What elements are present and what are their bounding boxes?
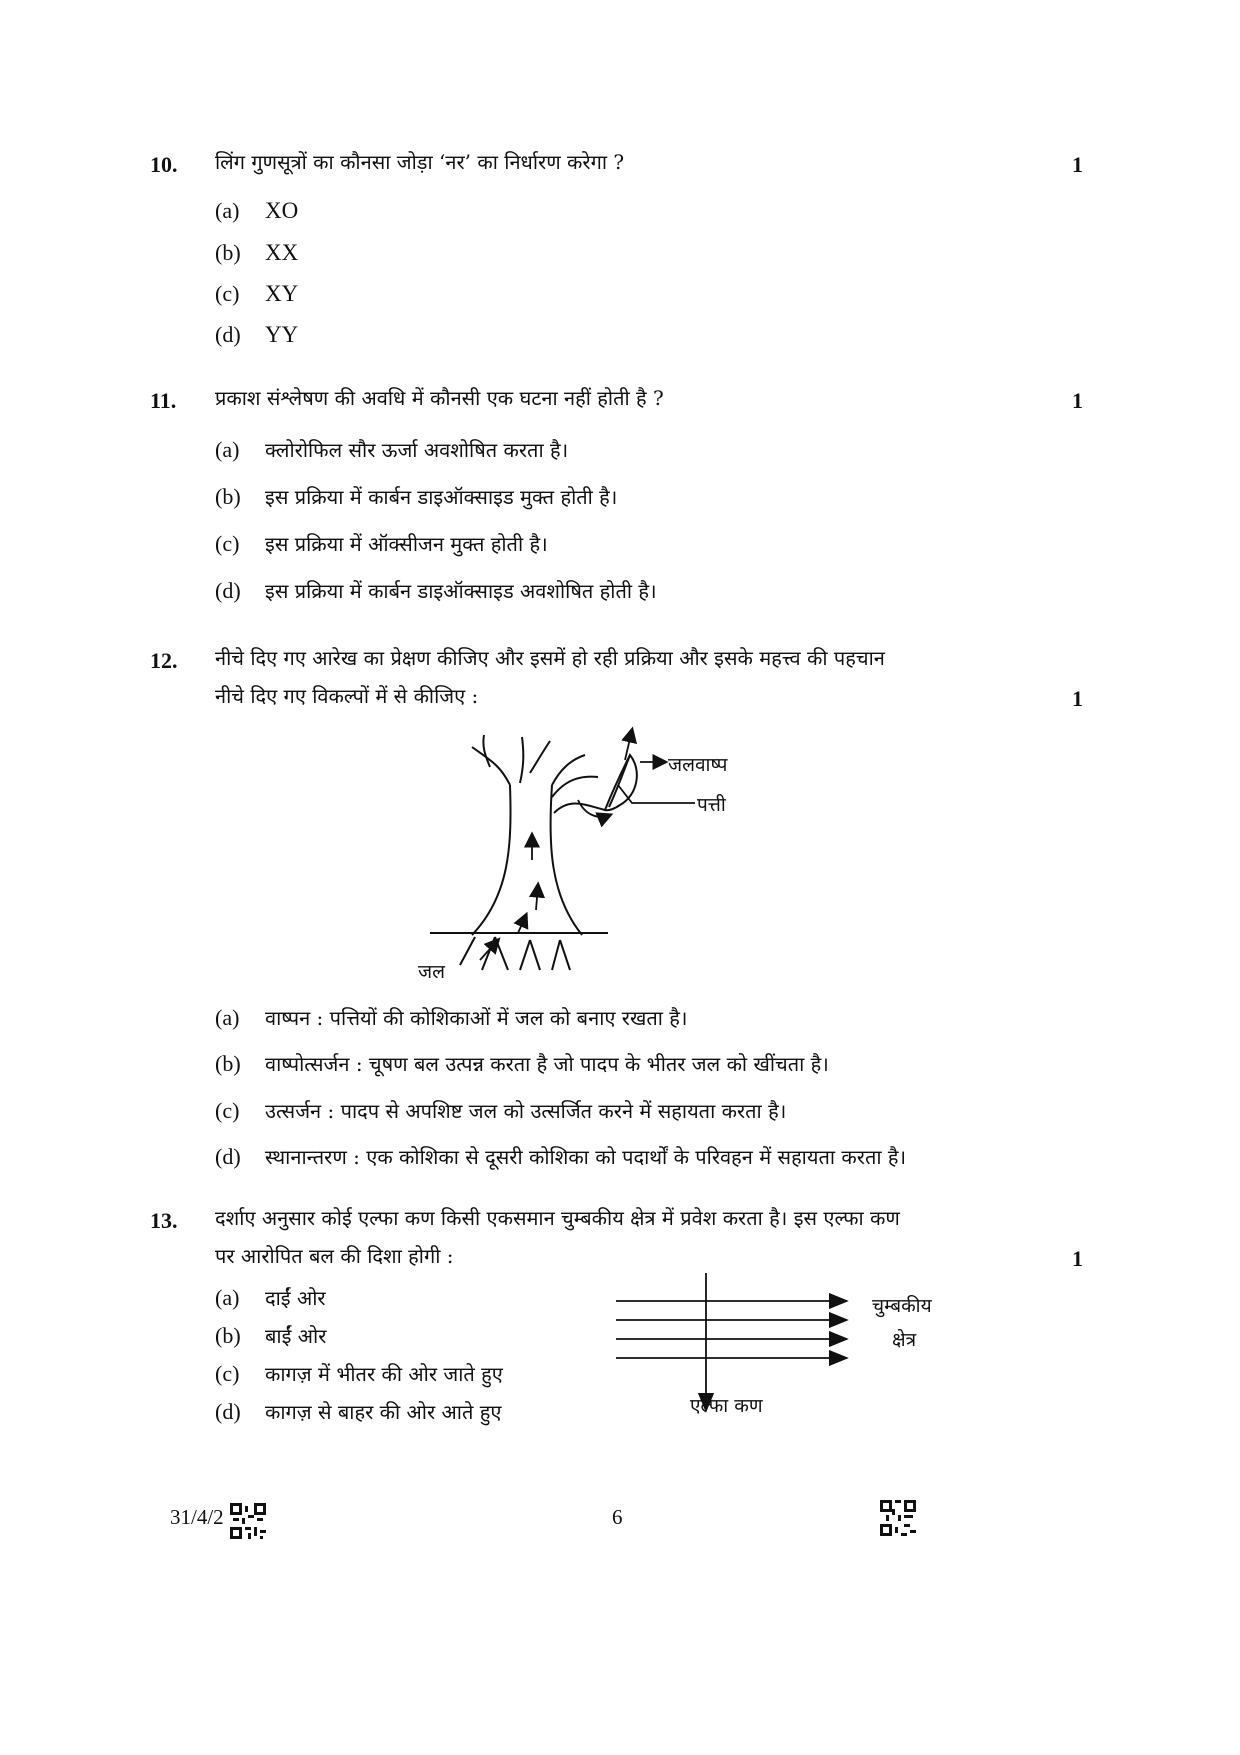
option-text: इस प्रक्रिया में ऑक्सीजन मुक्त होती है। (265, 532, 548, 556)
option-label: (a) (215, 1285, 240, 1310)
option-c (215, 281, 298, 307)
qr-code-icon (880, 1500, 916, 1536)
label-water-vapour: जलवाष्प (668, 754, 728, 776)
option-a (215, 436, 568, 463)
option-text: इस प्रक्रिया में कार्बन डाइऑक्साइड अवशोषित होती है। (265, 579, 657, 603)
option-text: दाईं ओर (265, 1286, 326, 1310)
option-b (215, 1322, 326, 1349)
option-text: बाईं ओर (265, 1324, 327, 1348)
question-number: 10. (150, 152, 178, 177)
question-marks: 1 (1072, 686, 1083, 711)
label-leaf: पत्ती (697, 794, 726, 816)
question-number: 12. (150, 648, 178, 673)
page-number: 6 (612, 1505, 623, 1529)
option-text: YY (265, 322, 299, 347)
option-c (215, 530, 548, 557)
option-d (215, 322, 298, 348)
option-text: इस प्रक्रिया में कार्बन डाइऑक्साइड मुक्त होती है। (265, 485, 618, 509)
option-b (215, 240, 298, 266)
question-text: लिंग गुणसूत्रों का कौनसा जोड़ा ‘नर’ का निर्धारण करेगा ? (215, 150, 625, 174)
option-label: (d) (215, 578, 241, 603)
flow-arrows (480, 730, 695, 960)
label-magnetic-field-line1: चुम्बकीय (872, 1295, 932, 1317)
option-text: XY (265, 281, 299, 306)
option-b (215, 1050, 829, 1077)
field-lines (616, 1301, 847, 1358)
label-alpha-particle: एल्फा कण (690, 1395, 763, 1417)
option-text: वाष्पन : पत्तियों की कोशिकाओं में जल को बनाए रखता है। (265, 1006, 688, 1030)
option-label: (b) (215, 1323, 241, 1348)
option-text: क्लोरोफिल सौर ऊर्जा अवशोषित करता है। (265, 438, 569, 462)
question-marks: 1 (1072, 1246, 1083, 1271)
option-label: (c) (215, 1098, 240, 1123)
option-label: (b) (215, 240, 241, 265)
option-text: XO (265, 198, 299, 223)
label-water: जल (418, 961, 445, 983)
option-c (215, 1360, 503, 1387)
question-marks: 1 (1072, 152, 1083, 177)
option-label: (b) (215, 1051, 241, 1076)
paper-code: 31/4/2 (170, 1505, 224, 1529)
option-text: XX (265, 240, 299, 265)
label-magnetic-field-line2: क्षेत्र (892, 1329, 917, 1351)
option-label: (d) (215, 1144, 241, 1169)
question-marks: 1 (1072, 388, 1083, 413)
question-number: 13. (150, 1208, 178, 1233)
option-label: (c) (215, 281, 240, 306)
question-text-line2: पर आरोपित बल की दिशा होगी : (215, 1244, 454, 1268)
option-text: कागज़ में भीतर की ओर जाते हुए (265, 1362, 503, 1386)
option-label: (a) (215, 437, 240, 462)
option-a (215, 1284, 326, 1311)
option-label: (c) (215, 531, 240, 556)
option-label: (d) (215, 322, 241, 347)
option-text: वाष्पोत्सर्जन : चूषण बल उत्पन्न करता है जो पादप के भीतर जल को खींचता है। (265, 1052, 829, 1076)
option-d (215, 1398, 501, 1425)
option-b (215, 483, 617, 510)
option-label: (a) (215, 1005, 240, 1030)
option-c (215, 1097, 786, 1124)
option-a (215, 198, 298, 224)
option-label: (c) (215, 1361, 240, 1386)
question-text-line1: नीचे दिए गए आरेख का प्रेक्षण कीजिए और इसमें हो रही प्रक्रिया और इसके महत्त्व की पहचान (215, 646, 885, 670)
tree-outline (430, 735, 637, 970)
option-text: उत्सर्जन : पादप से अपशिष्ट जल को उत्सर्जित करने में सहायता करता है। (265, 1099, 787, 1123)
option-text: स्थानान्तरण : एक कोशिका से दूसरी कोशिका को पदार्थों के परिवहन में सहायता करता है। (265, 1145, 907, 1169)
question-text-line1: दर्शाए अनुसार कोई एल्फा कण किसी एकसमान चुम्बकीय क्षेत्र में प्रवेश करता है। इस एल्फा कण (215, 1206, 900, 1230)
option-label: (b) (215, 484, 241, 509)
option-a (215, 1004, 687, 1031)
question-number: 11. (150, 388, 177, 413)
option-label: (d) (215, 1399, 241, 1424)
option-text: कागज़ से बाहर की ओर आते हुए (265, 1400, 502, 1424)
option-label: (a) (215, 198, 240, 223)
question-text: प्रकाश संश्लेषण की अवधि में कौनसी एक घटना नहीं होती है ? (215, 386, 664, 410)
question-text-line2: नीचे दिए गए विकल्पों में से कीजिए : (215, 684, 479, 708)
option-d (215, 577, 657, 604)
qr-code-icon (230, 1503, 266, 1539)
option-d (215, 1143, 906, 1170)
